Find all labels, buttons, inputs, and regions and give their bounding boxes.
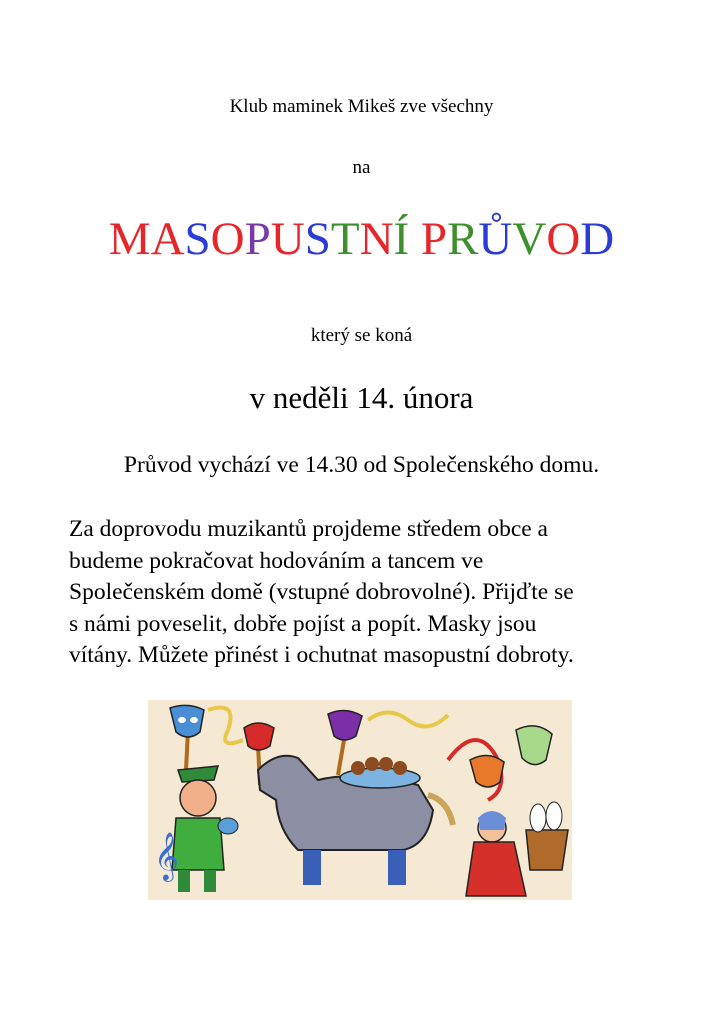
title-letter: T <box>330 213 360 265</box>
title-letter: V <box>512 213 547 265</box>
title-letter: D <box>580 213 615 265</box>
title-letter: U <box>270 213 305 265</box>
paragraph-line: Za doprovodu muzikantů projdeme středem obce a <box>69 516 548 542</box>
paragraph-line: s námi poveselit, dobře pojíst a popít. Masky jsou <box>69 610 537 637</box>
page-title <box>0 212 723 266</box>
title-letter: O <box>546 213 581 265</box>
title-letter: M <box>108 213 151 265</box>
title-letter: S <box>304 213 331 265</box>
treble-clef-icon: 𝄞 <box>154 831 179 880</box>
title-space <box>409 212 421 266</box>
title-letter: A <box>150 213 185 265</box>
paragraph-line: budeme pokračovat hodováním a tancem ve <box>69 547 484 574</box>
title-letter: Ů <box>478 213 513 265</box>
event-date: v neděli 14. února <box>249 380 474 415</box>
carnival-illustration <box>148 700 572 900</box>
title-letter: N <box>359 213 394 265</box>
paragraph-line: Společenském domě (vstupné dobrovolné). Přijďte se <box>69 579 574 605</box>
title-letter: P <box>244 213 271 265</box>
paragraph-line: vítány. Můžete přinést i ochutnat masopustní dobroty. <box>69 642 574 668</box>
title-letter: S <box>184 213 211 265</box>
title-letter: O <box>210 213 245 265</box>
subheading-line: který se koná <box>310 325 413 346</box>
title-letter: R <box>447 213 479 265</box>
na-line: na <box>352 157 371 178</box>
title-letter: P <box>420 213 448 265</box>
description-paragraph <box>69 514 669 672</box>
start-info: Průvod vychází ve 14.30 od Společenského domu. <box>123 452 600 478</box>
title-letter: Í <box>393 213 410 265</box>
intro-line: Klub maminek Mikeš zve všechny <box>229 96 494 117</box>
